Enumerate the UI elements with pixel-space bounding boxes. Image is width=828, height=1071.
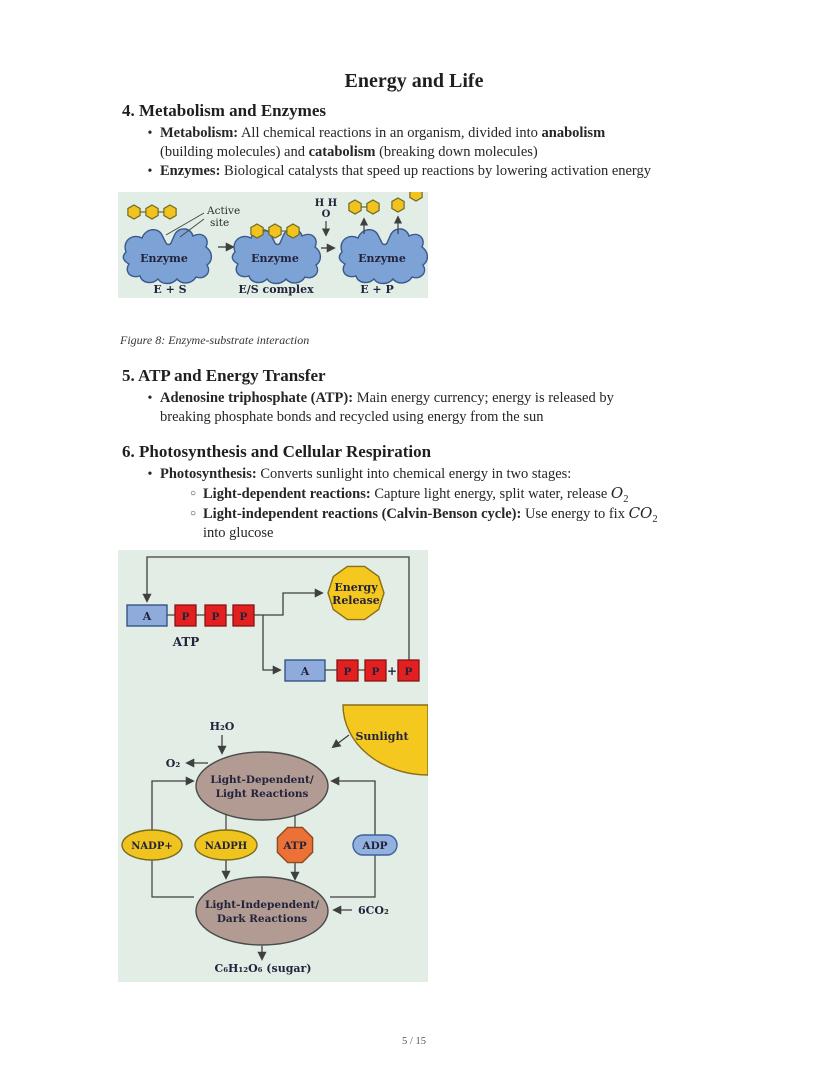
enzyme-label: Enzyme bbox=[140, 252, 188, 265]
light-reactions-node bbox=[196, 752, 328, 820]
stage-label-complex: E/S complex bbox=[238, 283, 314, 296]
list-item: • Photosynthesis: Converts sunlight into chemical energy in two stages: bbox=[140, 465, 720, 484]
stage-label-ep: E + P bbox=[360, 283, 394, 296]
svg-text:ADP: ADP bbox=[362, 840, 388, 852]
sunlight-label: Sunlight bbox=[355, 730, 409, 743]
svg-text:NADP+: NADP+ bbox=[131, 841, 173, 852]
photosynthesis-figure bbox=[118, 550, 428, 982]
section-5-bullets bbox=[140, 389, 720, 427]
section-4-bullets bbox=[140, 124, 720, 181]
svg-text:P: P bbox=[211, 611, 220, 623]
list-item: • Adenosine triphosphate (ATP): Main energy currency; energy is released by breaking phosphate bonds and recycled using energy from the sun bbox=[140, 389, 720, 427]
list-item: ○ Light-dependent reactions: Capture light energy, split water, release $O_2$ bbox=[183, 484, 720, 504]
svg-text:Energy: Energy bbox=[334, 581, 378, 594]
section-heading-photosynthesis: 6. Photosynthesis and Cellular Respiration bbox=[122, 442, 432, 461]
h2o-label: H₂O bbox=[209, 720, 235, 733]
section-heading-metabolism: 4. Metabolism and Enzymes bbox=[122, 101, 326, 120]
svg-text:P: P bbox=[404, 666, 413, 678]
svg-text:NADPH: NADPH bbox=[204, 841, 248, 852]
water-h-label: H H bbox=[314, 198, 338, 209]
page-title: Energy and Life bbox=[344, 70, 484, 92]
nadph-node bbox=[195, 830, 257, 860]
bullet-circle-icon: ○ bbox=[189, 488, 197, 499]
co2-label: 6CO₂ bbox=[358, 904, 389, 917]
svg-text:Dark Reactions: Dark Reactions bbox=[216, 913, 308, 925]
atp-node bbox=[277, 827, 312, 862]
section-6-bullets bbox=[140, 465, 720, 543]
svg-text:P: P bbox=[181, 611, 190, 623]
bullet-circle-icon: ○ bbox=[189, 508, 197, 519]
o2-label: O₂ bbox=[165, 757, 181, 770]
enzyme-substrate-figure bbox=[118, 192, 428, 298]
adp-molecule bbox=[285, 660, 419, 681]
active-site-label: Active bbox=[207, 205, 241, 217]
bullet-icon: • bbox=[147, 126, 153, 141]
atp-label: ATP bbox=[172, 635, 200, 649]
list-item: • Metabolism: All chemical reactions in an organism, divided into anabolism (building molecules) and catabolism (breaking down molecules) bbox=[140, 124, 720, 162]
section-heading-atp: 5. ATP and Energy Transfer bbox=[122, 366, 326, 385]
bullet-icon: • bbox=[147, 467, 153, 482]
figure-caption: Figure 8: Enzyme-substrate interaction bbox=[120, 333, 310, 347]
water-o-label: O bbox=[321, 209, 331, 220]
svg-text:Light Reactions: Light Reactions bbox=[215, 788, 309, 800]
svg-text:Light-Independent/: Light-Independent/ bbox=[204, 899, 320, 911]
enzyme-label: Enzyme bbox=[358, 252, 406, 265]
svg-text:P: P bbox=[239, 611, 248, 623]
active-site-label: site bbox=[210, 217, 230, 229]
page-number: 5 / 15 bbox=[402, 1036, 426, 1047]
substrate-chain bbox=[128, 205, 176, 219]
list-item: ○ Light-independent reactions (Calvin-Benson cycle): Use energy to fix $CO_2$ into glucose bbox=[183, 504, 720, 543]
adp-node bbox=[353, 835, 397, 855]
bound-substrate-chain bbox=[251, 224, 299, 238]
svg-text:Release: Release bbox=[332, 594, 380, 607]
svg-text:A: A bbox=[300, 665, 310, 678]
sugar-label: C₆H₁₂O₆ (sugar) bbox=[214, 962, 312, 975]
bullet-icon: • bbox=[147, 391, 153, 406]
plus-sign: + bbox=[386, 664, 398, 678]
bullet-icon: • bbox=[147, 164, 153, 179]
energy-release-burst bbox=[328, 566, 384, 619]
list-item: • Enzymes: Biological catalysts that speed up reactions by lowering activation energy bbox=[140, 162, 720, 181]
dark-reactions-node bbox=[196, 877, 328, 945]
svg-text:P: P bbox=[343, 666, 352, 678]
svg-text:A: A bbox=[142, 610, 152, 623]
nadp-node bbox=[122, 830, 182, 860]
enzyme-label: Enzyme bbox=[251, 252, 299, 265]
stage-label-es: E + S bbox=[153, 283, 187, 296]
svg-text:Light-Dependent/: Light-Dependent/ bbox=[210, 774, 314, 786]
svg-text:ATP: ATP bbox=[283, 840, 307, 852]
svg-text:P: P bbox=[371, 666, 380, 678]
